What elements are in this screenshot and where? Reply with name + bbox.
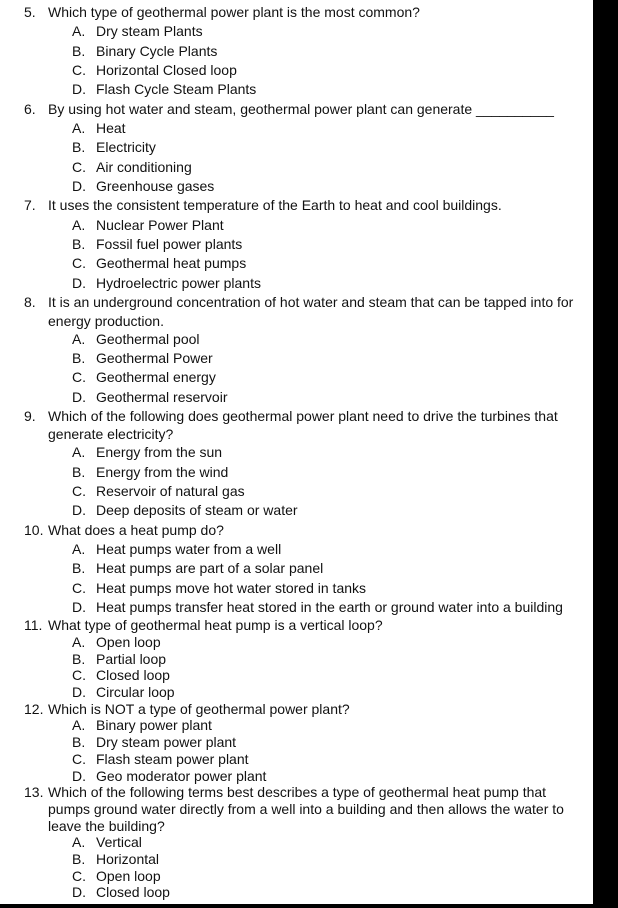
answer-option xyxy=(0,443,618,462)
option-letter: B. xyxy=(72,650,86,667)
question-number: 8. xyxy=(24,294,36,311)
option-letter: B. xyxy=(72,42,86,59)
question-line xyxy=(0,196,618,215)
option-letter: D. xyxy=(72,884,86,901)
answer-option xyxy=(0,579,618,598)
option-text: Geothermal energy xyxy=(96,369,216,386)
answer-option xyxy=(0,349,618,368)
quiz-document xyxy=(0,3,618,901)
question-6 xyxy=(0,100,618,197)
answer-option xyxy=(0,734,618,751)
question-text: Which of the following does geothermal power plant need to drive the turbines that xyxy=(48,407,558,424)
scan-border-bottom xyxy=(0,904,618,908)
question-line xyxy=(0,521,618,540)
option-text: Binary Cycle Plants xyxy=(96,42,218,59)
answer-option xyxy=(0,717,618,734)
option-letter: C. xyxy=(72,579,86,596)
option-letter: C. xyxy=(72,867,86,884)
answer-option xyxy=(0,851,618,868)
question-text: What type of geothermal heat pump is a vertical loop? xyxy=(48,617,383,634)
question-number: 5. xyxy=(24,4,36,20)
question-text: Which is NOT a type of geothermal power plant? xyxy=(48,700,350,717)
question-line xyxy=(0,313,618,330)
option-text: Energy from the wind xyxy=(96,463,229,480)
option-text: Heat pumps transfer heat stored in the earth or ground water into a building xyxy=(96,598,563,615)
option-letter: B. xyxy=(72,236,86,253)
option-text: Flash steam power plant xyxy=(96,750,249,767)
question-text: By using hot water and steam, geothermal power plant can generate __________ xyxy=(48,100,554,117)
option-text: Fossil fuel power plants xyxy=(96,236,243,253)
answer-option xyxy=(0,651,618,668)
option-letter: B. xyxy=(72,349,86,366)
option-letter: A. xyxy=(72,540,86,557)
question-line xyxy=(0,617,618,634)
question-text: Which of the following terms best describes a type of geothermal heat pump that xyxy=(48,784,547,801)
option-letter: C. xyxy=(72,482,86,499)
answer-option xyxy=(0,684,618,701)
question-5 xyxy=(0,3,618,100)
answer-option xyxy=(0,216,618,235)
question-line xyxy=(0,818,618,835)
answer-option xyxy=(0,884,618,901)
option-text: Circular loop xyxy=(96,684,175,701)
option-text: Air conditioning xyxy=(96,158,192,175)
option-text: Heat pumps move hot water stored in tanks xyxy=(96,579,367,596)
option-text: Binary power plant xyxy=(96,717,212,734)
option-letter: D. xyxy=(72,81,86,98)
option-letter: B. xyxy=(72,850,86,867)
option-letter: C. xyxy=(72,62,86,79)
option-text: Partial loop xyxy=(96,650,167,667)
answer-option xyxy=(0,42,618,61)
answer-option xyxy=(0,634,618,651)
answer-option xyxy=(0,61,618,80)
option-text: Open loop xyxy=(96,634,161,650)
option-letter: D. xyxy=(72,684,86,701)
option-letter: D. xyxy=(72,598,86,615)
option-letter: B. xyxy=(72,139,86,156)
option-letter: C. xyxy=(72,158,86,175)
answer-option xyxy=(0,368,618,387)
option-letter: A. xyxy=(72,444,86,461)
option-letter: C. xyxy=(72,667,86,684)
option-text: Reservoir of natural gas xyxy=(96,482,245,499)
option-letter: D. xyxy=(72,767,86,784)
option-text: Closed loop xyxy=(96,667,170,684)
answer-option xyxy=(0,751,618,768)
option-text: Heat xyxy=(96,120,126,137)
option-letter: A. xyxy=(72,634,86,650)
option-text: Nuclear Power Plant xyxy=(96,216,224,233)
option-text: Energy from the sun xyxy=(96,444,223,461)
answer-option xyxy=(0,254,618,273)
option-text: Electricity xyxy=(96,139,156,156)
option-letter: A. xyxy=(72,23,86,40)
question-line xyxy=(0,701,618,718)
answer-option xyxy=(0,138,618,157)
answer-option xyxy=(0,482,618,501)
option-letter: A. xyxy=(72,717,86,734)
option-letter: C. xyxy=(72,369,86,386)
question-text: It is an underground concentration of hot water and steam that can be tapped into for xyxy=(48,294,574,311)
question-line xyxy=(0,293,618,312)
question-text: Which type of geothermal power plant is the most common? xyxy=(48,4,420,20)
answer-option xyxy=(0,463,618,482)
question-11 xyxy=(0,617,618,700)
option-text: Greenhouse gases xyxy=(96,178,215,195)
option-letter: D. xyxy=(72,388,86,405)
question-12 xyxy=(0,701,618,784)
question-number: 11. xyxy=(24,617,43,634)
answer-option xyxy=(0,834,618,851)
option-letter: A. xyxy=(72,120,86,137)
answer-option xyxy=(0,868,618,885)
question-line xyxy=(0,407,618,426)
option-text: Closed loop xyxy=(96,884,170,901)
option-letter: C. xyxy=(72,255,86,272)
question-8 xyxy=(0,293,618,407)
option-letter: C. xyxy=(72,750,86,767)
answer-option xyxy=(0,388,618,407)
option-text: Open loop xyxy=(96,867,161,884)
answer-option xyxy=(0,540,618,559)
answer-option xyxy=(0,330,618,349)
option-text: Geothermal heat pumps xyxy=(96,255,247,272)
question-number: 7. xyxy=(24,197,36,214)
question-9 xyxy=(0,407,618,521)
question-line xyxy=(0,100,618,119)
question-line xyxy=(0,784,618,801)
question-text: pumps ground water directly from a well into a building and then allows the water to xyxy=(48,800,564,817)
answer-option xyxy=(0,667,618,684)
option-letter: A. xyxy=(72,834,86,851)
question-line xyxy=(0,801,618,818)
scan-border-right xyxy=(593,0,618,908)
option-letter: B. xyxy=(72,734,86,751)
answer-option xyxy=(0,119,618,138)
option-text: Hydroelectric power plants xyxy=(96,274,261,291)
option-letter: D. xyxy=(72,502,86,519)
option-text: Horizontal Closed loop xyxy=(96,62,237,79)
question-13 xyxy=(0,784,618,901)
answer-option xyxy=(0,559,618,578)
question-number: 13. xyxy=(24,784,44,801)
question-text: leave the building? xyxy=(48,817,165,834)
question-number: 12. xyxy=(24,700,44,717)
option-text: Dry steam power plant xyxy=(96,734,237,751)
answer-option xyxy=(0,177,618,196)
question-text: energy production. xyxy=(48,312,164,329)
option-text: Heat pumps water from a well xyxy=(96,540,282,557)
option-letter: D. xyxy=(72,178,86,195)
question-7 xyxy=(0,196,618,293)
question-text: What does a heat pump do? xyxy=(48,521,224,538)
option-text: Deep deposits of steam or water xyxy=(96,502,298,519)
question-number: 6. xyxy=(24,100,36,117)
option-text: Flash Cycle Steam Plants xyxy=(96,81,257,98)
questions-11-to-13 xyxy=(0,617,618,901)
questions-5-to-10 xyxy=(0,3,618,617)
answer-option xyxy=(0,22,618,41)
question-number: 10. xyxy=(24,521,44,538)
option-letter: A. xyxy=(72,216,86,233)
question-text: It uses the consistent temperature of the Earth to heat and cool buildings. xyxy=(48,197,502,214)
option-text: Geothermal pool xyxy=(96,330,200,347)
option-text: Geothermal reservoir xyxy=(96,388,228,405)
answer-option xyxy=(0,768,618,785)
question-line xyxy=(0,3,618,22)
question-text: generate electricity? xyxy=(48,426,174,443)
question-10 xyxy=(0,521,618,618)
answer-option xyxy=(0,80,618,99)
answer-option xyxy=(0,501,618,520)
option-text: Geothermal Power xyxy=(96,349,213,366)
question-line xyxy=(0,426,618,443)
option-text: Horizontal xyxy=(96,850,160,867)
answer-option xyxy=(0,235,618,254)
option-text: Dry steam Plants xyxy=(96,23,203,40)
answer-option xyxy=(0,598,618,617)
question-number: 9. xyxy=(24,407,36,424)
option-letter: B. xyxy=(72,560,86,577)
answer-option xyxy=(0,158,618,177)
option-text: Vertical xyxy=(96,834,142,851)
option-text: Geo moderator power plant xyxy=(96,767,267,784)
answer-option xyxy=(0,274,618,293)
option-text: Heat pumps are part of a solar panel xyxy=(96,560,324,577)
option-letter: A. xyxy=(72,330,86,347)
option-letter: B. xyxy=(72,463,86,480)
option-letter: D. xyxy=(72,274,86,291)
